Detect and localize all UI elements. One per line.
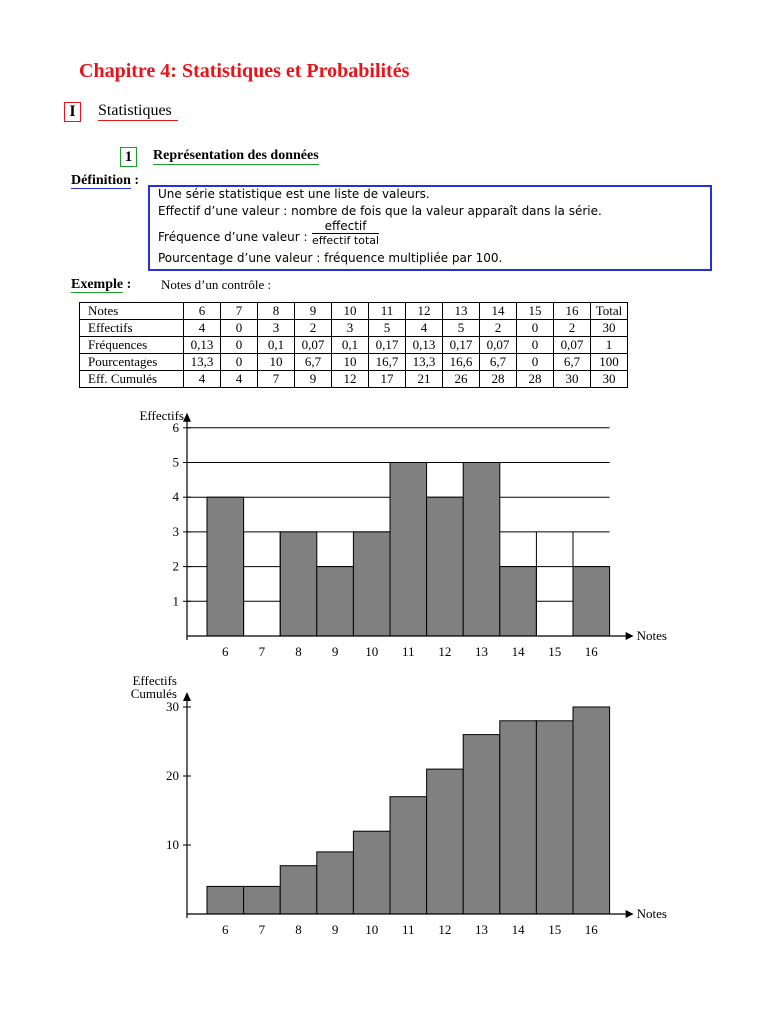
bar-15: [536, 721, 573, 914]
example-label-text: Exemple: [71, 277, 124, 292]
table-cell: 10: [258, 354, 295, 371]
x-tick-label: 11: [402, 922, 415, 937]
bar-14: [500, 721, 537, 914]
x-tick-label: 10: [365, 644, 379, 659]
table-cell: 13,3: [184, 354, 221, 371]
table-cell: 10: [332, 354, 369, 371]
table-row-header: Pourcentages: [80, 354, 184, 371]
y-tick-label: 6: [172, 419, 179, 435]
definition-line-1: Une série statistique est une liste de valeurs.: [158, 187, 430, 201]
x-tick-label: 16: [584, 922, 598, 937]
y-tick-label: 3: [172, 523, 179, 539]
x-tick-label: 14: [511, 922, 525, 937]
table-cell: 28: [517, 371, 554, 388]
bar-8: [280, 532, 317, 636]
table-cell: 12: [406, 303, 443, 320]
table-cell: 0: [517, 354, 554, 371]
table-cell: 0,13: [184, 337, 221, 354]
table-cell: 21: [406, 371, 443, 388]
table-cell: 6,7: [295, 354, 332, 371]
y-tick-label: 5: [172, 454, 179, 470]
x-tick-label: 14: [511, 644, 525, 659]
table-cell: 0,07: [295, 337, 332, 354]
bar-11: [390, 797, 427, 914]
effectifs-bar-chart: [100, 408, 680, 668]
y-tick-label: 20: [166, 768, 179, 783]
table-cell: 0,17: [369, 337, 406, 354]
table-cell: 3: [332, 320, 369, 337]
bar-11: [390, 463, 427, 637]
table-cell: 16,7: [369, 354, 406, 371]
x-tick-label: 6: [222, 922, 229, 937]
x-tick-label: 12: [438, 922, 452, 937]
table-cell: 0,07: [480, 337, 517, 354]
bar-13: [463, 735, 500, 914]
table-cell: 17: [369, 371, 406, 388]
bar-6: [207, 497, 244, 636]
x-axis-arrow: [626, 632, 634, 640]
bar-13: [463, 463, 500, 637]
table-cell: 30: [554, 371, 591, 388]
table-cell: 10: [332, 303, 369, 320]
x-tick-label: 16: [584, 644, 598, 659]
table-row-header: Effectifs: [80, 320, 184, 337]
x-tick-label: 9: [331, 922, 339, 937]
x-axis-label: Notes: [636, 628, 667, 643]
chapter-title: Chapitre 4: Statistiques et Probabilités: [79, 60, 410, 82]
y-axis-label: Effectifs: [139, 408, 184, 423]
y-axis-arrow: [183, 413, 191, 422]
table-row: [80, 303, 628, 320]
fraction-numerator: effectif: [312, 219, 379, 234]
y-tick-label: 30: [166, 699, 179, 714]
table-cell: 4: [406, 320, 443, 337]
bar-10: [353, 532, 390, 636]
table-cell: 0: [221, 337, 258, 354]
table-cell: 0: [517, 337, 554, 354]
definition-line-4: Pourcentage d’une valeur : fréquence multipliée par 100.: [158, 251, 503, 265]
table-cell: 8: [258, 303, 295, 320]
table-cell: 6: [184, 303, 221, 320]
table-cell: 30: [591, 320, 628, 337]
table-cell: 4: [221, 371, 258, 388]
x-tick-label: 15: [548, 644, 562, 659]
table-cell: 26: [443, 371, 480, 388]
bar-9: [317, 852, 354, 914]
table-cell: 0,07: [554, 337, 591, 354]
x-tick-label: 6: [222, 644, 229, 659]
section-title: Statistiques: [98, 102, 178, 121]
table-cell: 16,6: [443, 354, 480, 371]
table-cell: Total: [591, 303, 628, 320]
y-axis-label-line: Effectifs: [132, 673, 177, 688]
table-cell: 5: [369, 320, 406, 337]
table-row-header: Eff. Cumulés: [80, 371, 184, 388]
table-row: [80, 371, 628, 388]
x-tick-label: 10: [365, 922, 379, 937]
example-label: [71, 277, 131, 293]
table-cell: 13,3: [406, 354, 443, 371]
x-tick-label: 13: [475, 644, 488, 659]
x-tick-label: 8: [295, 922, 302, 937]
table-cell: 2: [554, 320, 591, 337]
bar-12: [427, 769, 464, 914]
table-row-header: Fréquences: [80, 337, 184, 354]
table-cell: 0: [221, 320, 258, 337]
bar-7: [244, 886, 281, 914]
definition-label-sep: :: [130, 173, 140, 188]
y-tick-label: 4: [172, 489, 179, 505]
table-cell: 16: [554, 303, 591, 320]
table-cell: 9: [295, 303, 332, 320]
example-label-sep: :: [123, 277, 132, 292]
bar-16: [573, 707, 610, 914]
table-cell: 5: [443, 320, 480, 337]
x-tick-label: 9: [331, 644, 339, 659]
table-row: [80, 320, 628, 337]
definition-label: [71, 173, 139, 189]
data-table: [79, 302, 628, 388]
table-cell: 1: [591, 337, 628, 354]
table-cell: 28: [480, 371, 517, 388]
table-cell: 13: [443, 303, 480, 320]
section-number: I: [64, 102, 81, 122]
table-cell: 4: [184, 320, 221, 337]
table-row: [80, 354, 628, 371]
example-text: Notes d’un contrôle :: [161, 277, 272, 292]
subsection-title: Représentation des données: [153, 148, 319, 163]
table-cell: 15: [517, 303, 554, 320]
table-cell: 0,1: [258, 337, 295, 354]
definition-box: [148, 185, 712, 271]
x-tick-label: 7: [258, 644, 266, 659]
table-cell: 0: [517, 320, 554, 337]
x-axis-arrow: [626, 910, 634, 918]
bar-9: [317, 567, 354, 636]
table-cell: 12: [332, 371, 369, 388]
x-tick-label: 13: [475, 922, 488, 937]
table-cell: 7: [221, 303, 258, 320]
table-cell: 11: [369, 303, 406, 320]
definition-label-text: Définition: [71, 173, 131, 188]
subsection-number: 1: [120, 147, 137, 167]
table-cell: 14: [480, 303, 517, 320]
y-axis-label-line: Cumulés: [130, 686, 177, 701]
table-cell: 3: [258, 320, 295, 337]
table-cell: 100: [591, 354, 628, 371]
table-cell: 0,17: [443, 337, 480, 354]
bar-14: [500, 567, 537, 636]
table-cell: 7: [258, 371, 295, 388]
table-cell: 6,7: [480, 354, 517, 371]
y-axis-arrow: [183, 692, 191, 701]
bar-10: [353, 831, 390, 914]
table-cell: 9: [295, 371, 332, 388]
table-cell: 4: [184, 371, 221, 388]
x-axis-label: Notes: [636, 906, 667, 921]
y-tick-label: 10: [166, 837, 179, 852]
y-tick-label: 2: [172, 558, 179, 574]
table-cell: 0,1: [332, 337, 369, 354]
y-tick-label: 1: [172, 593, 179, 609]
frequency-fraction: [312, 219, 379, 247]
fraction-denominator: effectif total: [312, 234, 380, 247]
table-cell: 0,13: [406, 337, 443, 354]
x-tick-label: 8: [295, 644, 302, 659]
table-cell: 2: [295, 320, 332, 337]
table-cell: 6,7: [554, 354, 591, 371]
bar-6: [207, 886, 244, 914]
x-tick-label: 12: [438, 644, 452, 659]
bar-12: [427, 497, 464, 636]
table-row: [80, 337, 628, 354]
definition-line-2: Effectif d’une valeur : nombre de fois que la valeur apparaît dans la série.: [158, 204, 602, 218]
x-tick-label: 15: [548, 922, 562, 937]
definition-line-3: Fréquence d’une valeur :: [158, 230, 308, 244]
cumulated-bar-chart: [100, 672, 680, 942]
table-cell: 2: [480, 320, 517, 337]
x-tick-label: 11: [402, 644, 415, 659]
table-cell: 30: [591, 371, 628, 388]
bar-16: [573, 567, 610, 636]
bar-8: [280, 866, 317, 914]
x-tick-label: 7: [258, 922, 266, 937]
table-cell: 0: [221, 354, 258, 371]
table-row-header: Notes: [80, 303, 184, 320]
